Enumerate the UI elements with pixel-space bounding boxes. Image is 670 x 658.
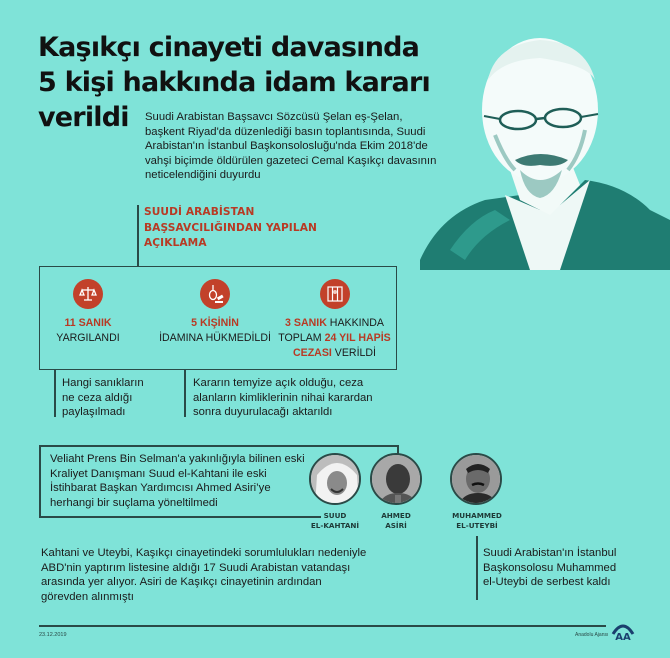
person-name: SUUD EL-KAHTANİ	[310, 511, 360, 530]
stat-death-sentence	[155, 279, 275, 346]
stat-highlight-2: 24 YIL HAPİS CEZASI	[292, 332, 391, 359]
stat-prison	[272, 279, 397, 361]
avatar-muhammed-el-uteybi	[450, 453, 502, 505]
noose-gavel-icon	[200, 279, 230, 309]
sanctions-paragraph: Kahtani ve Uteybi, Kaşıkçı cinayetindeki sorumlulukları nedeniyle ABD'nin yaptırım listesine aldığı 17 Suudi Arabistan vatandaşı arasında yer alıyor. Asiri de Kaşıkçı cinayetinin ardından görevden alınmıştı	[41, 547, 367, 603]
footer-date: 23.12.2019	[39, 632, 67, 638]
avatar-ahmed-asiri	[370, 453, 422, 505]
intro-paragraph: Suudi Arabistan Başsavcı Sözcüsü Şelan eş-Şelan, başkent Riyad'da düzenlediği basın toplantısında, Suudi Arabistan'ın İstanbul Başkonsolosluğu'nda Ekim 2018'de vahşi biçimde öldürülen gazeteci Cemal Kaşıkçı davasının neticelendiğini duyurdu	[145, 111, 437, 182]
statement-heading: SUUDİ ARABİSTAN BAŞSAVCILIĞINDAN YAPILAN AÇIKLAMA	[144, 206, 317, 249]
stat-text: İDAMINA HÜKMEDİLDİ	[159, 332, 271, 344]
title-line-3: verildi	[38, 102, 129, 133]
footer-agency: Anadolu Ajansı	[575, 632, 609, 638]
stat-text: VERİLDİ	[331, 347, 376, 359]
khashoggi-portrait	[410, 20, 670, 270]
stat-text: HAKKINDA TOPLAM	[278, 317, 384, 344]
aa-logo-icon	[611, 620, 635, 642]
scales-icon	[73, 279, 103, 309]
prison-bars-icon	[320, 279, 350, 309]
person-name: AHMED ASİRİ	[381, 511, 411, 530]
note-sentences: Hangi sanıkların ne ceza aldığı paylaşılmadı	[62, 377, 144, 419]
avatar-suud-el-kahtani	[309, 453, 361, 505]
uteybi-line	[476, 536, 478, 600]
stat-highlight: 3 SANIK	[285, 317, 327, 329]
note-line	[184, 370, 186, 417]
note-line	[54, 370, 56, 417]
note-appeal: Kararın temyize açık olduğu, ceza alanların kimliklerinin nihai karardan sonra duyurulacağı aktarıldı	[193, 377, 373, 419]
title-line-2: 5 kişi hakkında idam kararı	[38, 67, 430, 98]
bracket-bottom	[39, 516, 321, 518]
connector-line	[137, 205, 139, 267]
svg-text:AA: AA	[615, 632, 631, 642]
footer-line	[39, 625, 606, 627]
stat-defendants	[48, 279, 128, 346]
stat-highlight: 11 SANIK	[64, 317, 112, 329]
people-paragraph: Veliaht Prens Bin Selman'a yakınlığıyla bilinen eski Kraliyet Danışmanı Suud el-Kahtani ile eski İstihbarat Başkan Yardımcısı Ahmed Asiri’ye herhangi bir suçlama yöneltilmedi	[50, 453, 305, 509]
bracket-left	[39, 445, 41, 517]
stat-text: YARGILANDI	[56, 332, 120, 344]
stats-box	[39, 266, 397, 370]
bracket-top	[39, 445, 398, 447]
stat-highlight: 5 KİŞİNİN	[191, 317, 239, 329]
person-name: MUHAMMED EL-UTEYBİ	[452, 511, 502, 530]
title-line-1: Kaşıkçı cinayeti davasında	[38, 32, 420, 63]
uteybi-paragraph: Suudi Arabistan'ın İstanbul Başkonsolosu Muhammed el-Uteybi de serbest kaldı	[483, 547, 617, 589]
